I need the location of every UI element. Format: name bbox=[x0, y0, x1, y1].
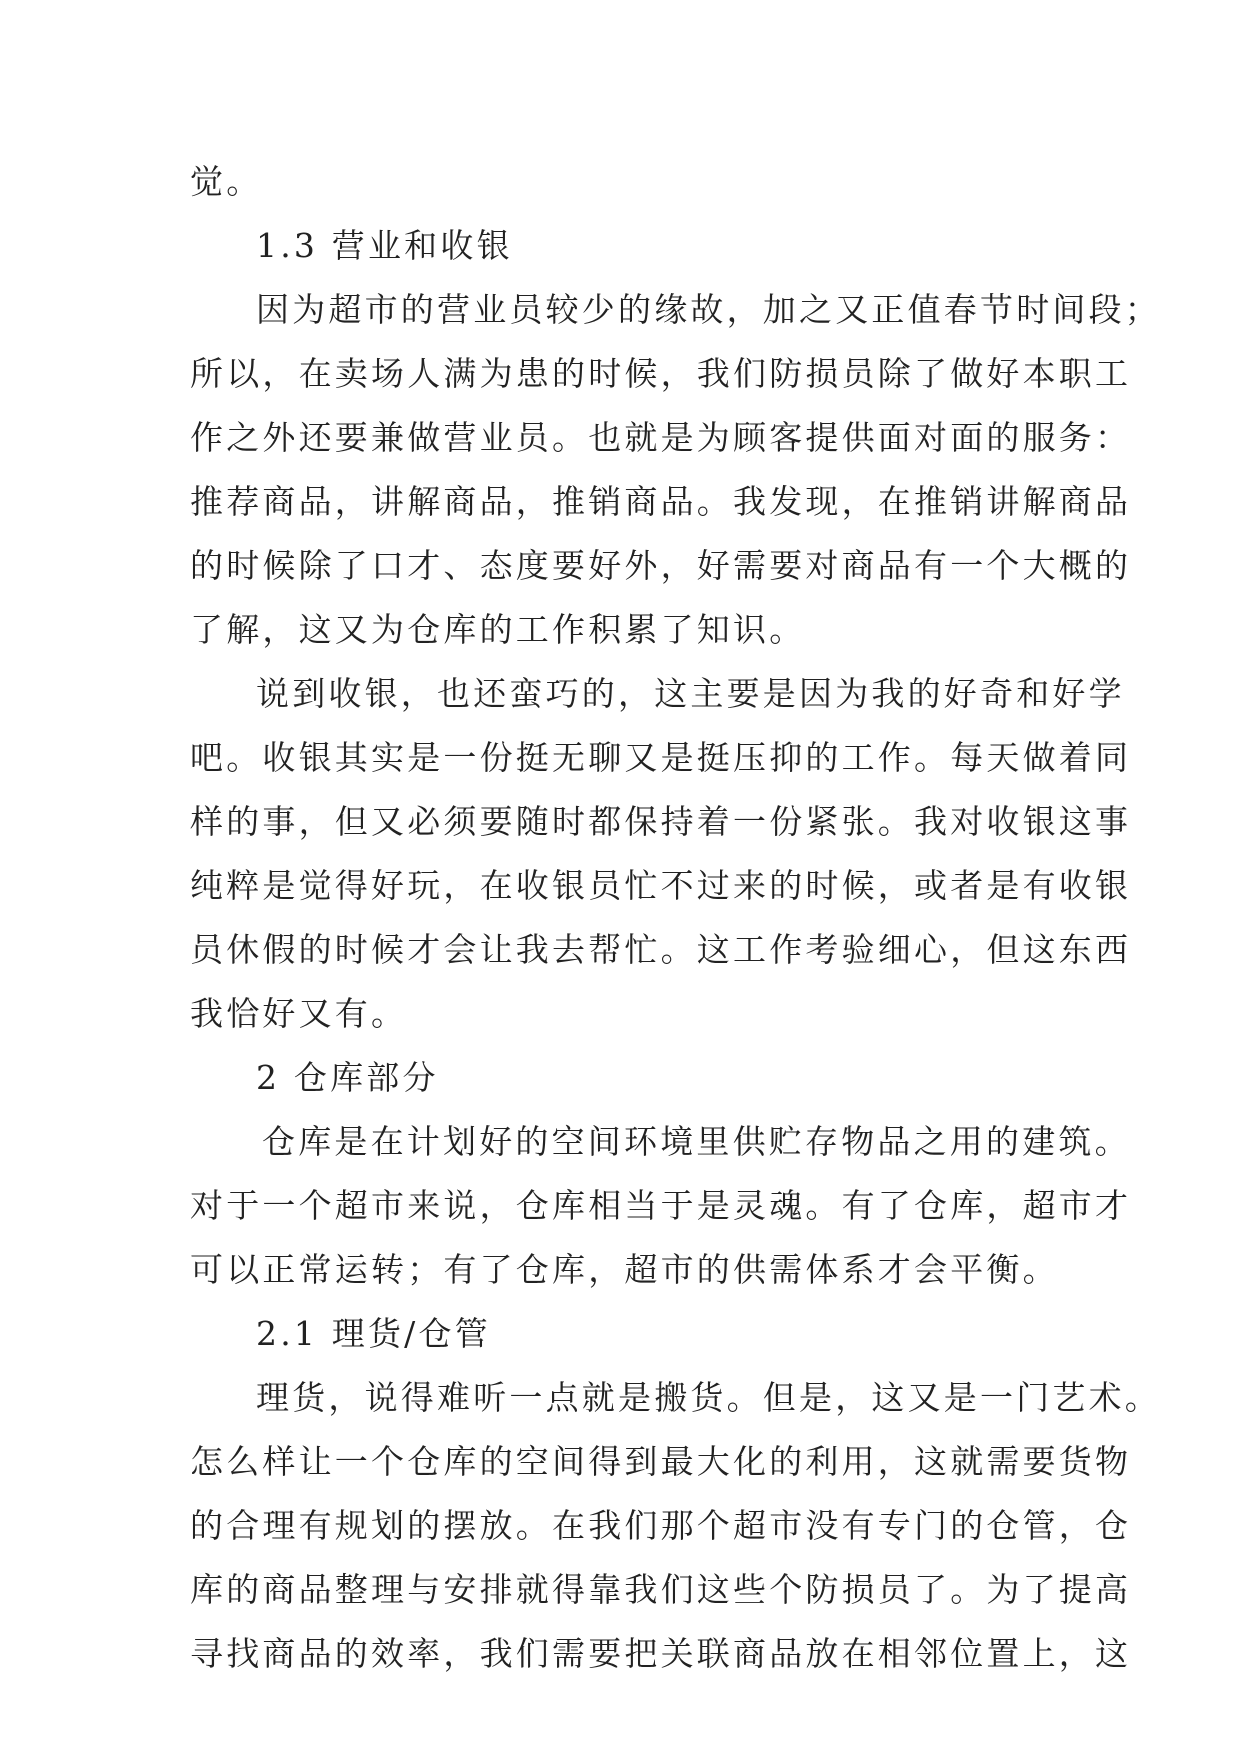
text-line: 说到收银，也还蛮巧的，这主要是因为我的好奇和好学 bbox=[256, 674, 1125, 713]
text-line: 作之外还要兼做营业员。也就是为顾客提供面对面的服务： bbox=[190, 418, 1132, 457]
text-line: 员休假的时候才会让我去帮忙。这工作考验细心，但这东西 bbox=[190, 930, 1132, 969]
text-line: 了解，这又为仓库的工作积累了知识。 bbox=[190, 610, 806, 649]
text-line: 推荐商品，讲解商品，推销商品。我发现，在推销讲解商品 bbox=[190, 482, 1132, 521]
text-line: 的时候除了口才、态度要好外，好需要对商品有一个大概的 bbox=[190, 546, 1132, 585]
text-line: 库的商品整理与安排就得靠我们这些个防损员了。为了提高 bbox=[190, 1570, 1132, 1609]
text-line: 怎么样让一个仓库的空间得到最大化的利用，这就需要货物 bbox=[190, 1442, 1132, 1481]
text-line: 我恰好又有。 bbox=[190, 994, 408, 1033]
text-line: 吧。收银其实是一份挺无聊又是挺压抑的工作。每天做着同 bbox=[190, 738, 1132, 777]
text-line: 因为超市的营业员较少的缘故，加之又正值春节时间段； bbox=[256, 290, 1161, 329]
text-line: 可以正常运转；有了仓库，超市的供需体系才会平衡。 bbox=[190, 1250, 1059, 1289]
text-line: 纯粹是觉得好玩，在收银员忙不过来的时候，或者是有收银 bbox=[190, 866, 1132, 905]
text-line: 仓库是在计划好的空间环境里供贮存物品之用的建筑。 bbox=[262, 1122, 1131, 1161]
text-line: 所以，在卖场人满为患的时候，我们防损员除了做好本职工 bbox=[190, 354, 1132, 393]
text-line: 的合理有规划的摆放。在我们那个超市没有专门的仓管，仓 bbox=[190, 1506, 1132, 1545]
text-line: 觉。 bbox=[190, 162, 263, 201]
text-line: 对于一个超市来说，仓库相当于是灵魂。有了仓库，超市才 bbox=[190, 1186, 1132, 1225]
section-heading: 1.3 营业和收银 bbox=[256, 226, 513, 265]
section-heading: 2.1 理货/仓管 bbox=[256, 1314, 491, 1353]
text-line: 样的事，但又必须要随时都保持着一份紧张。我对收银这事 bbox=[190, 802, 1132, 841]
text-line: 寻找商品的效率，我们需要把关联商品放在相邻位置上，这 bbox=[190, 1634, 1132, 1673]
text-line: 理货，说得难听一点就是搬货。但是，这又是一门艺术。 bbox=[256, 1378, 1161, 1417]
section-heading: 2 仓库部分 bbox=[256, 1058, 439, 1097]
